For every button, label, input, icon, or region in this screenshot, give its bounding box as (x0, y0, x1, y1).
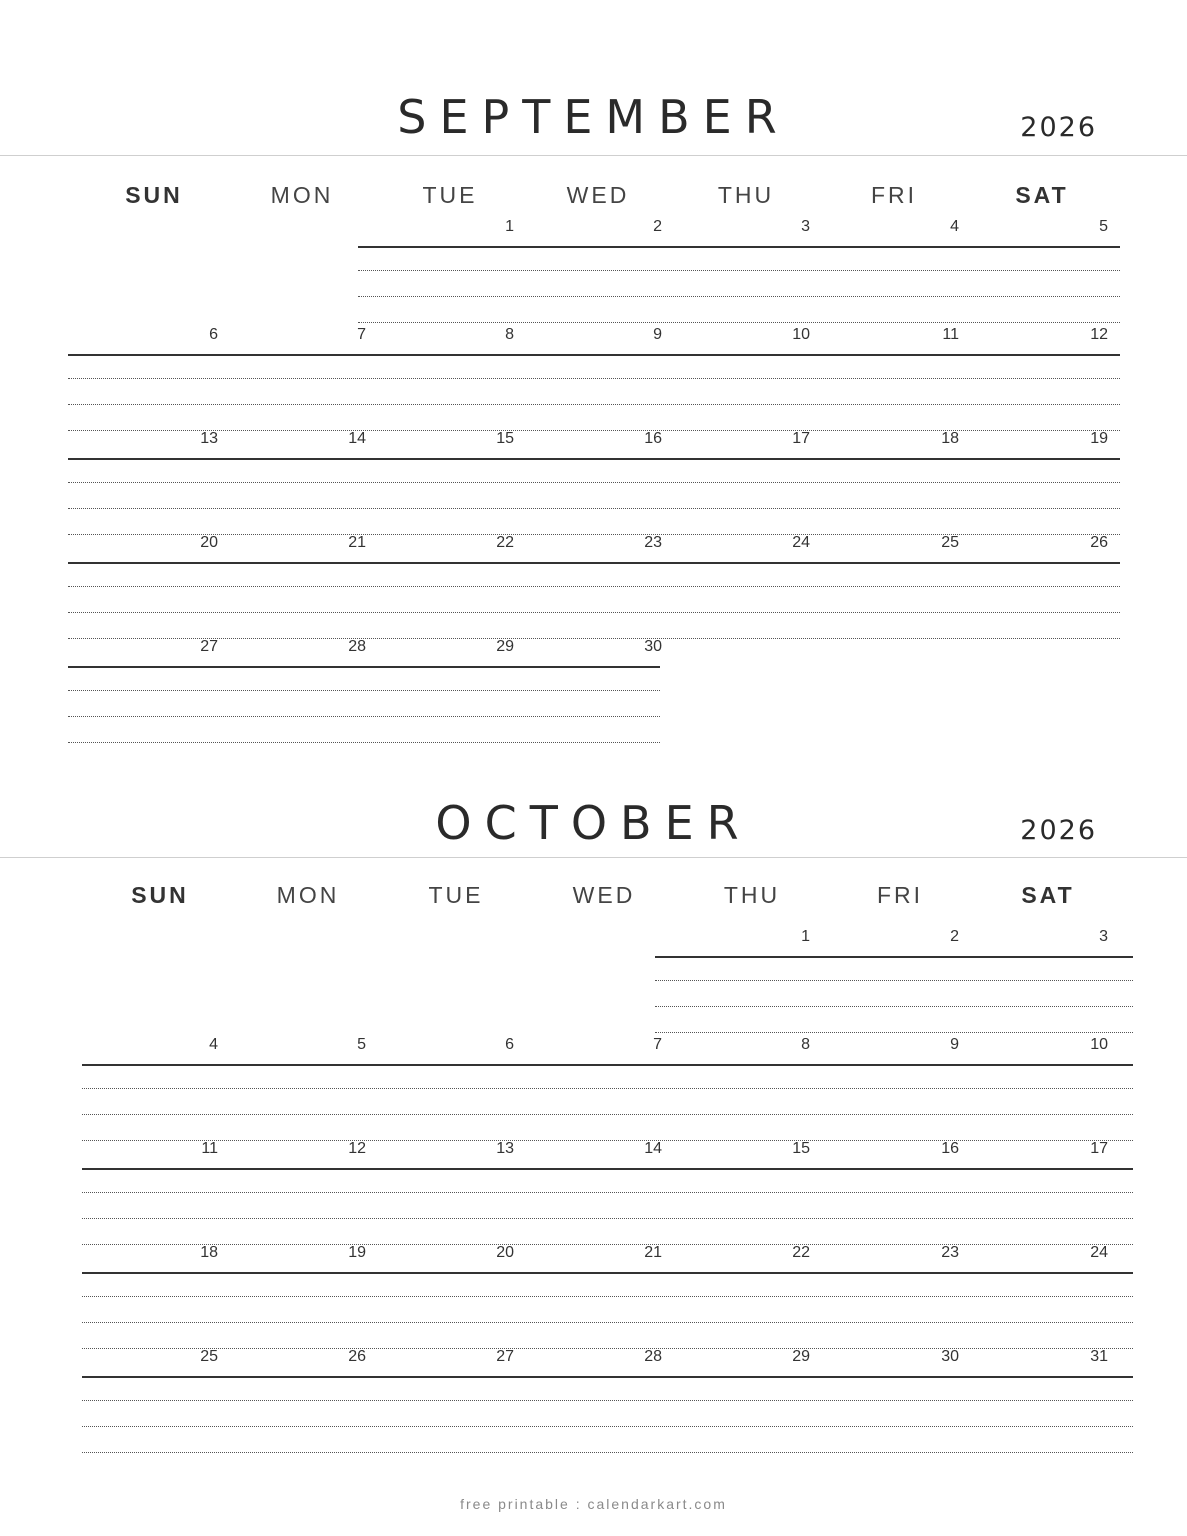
week-line (655, 956, 1133, 958)
day-cell[interactable]: 8 (505, 326, 514, 343)
day-cell[interactable]: 27 (200, 638, 218, 655)
day-cell[interactable]: 16 (941, 1140, 959, 1157)
day-cell[interactable]: 21 (348, 534, 366, 551)
note-line[interactable] (358, 296, 1120, 297)
note-line[interactable] (82, 1296, 1133, 1297)
day-cell[interactable]: 12 (1090, 326, 1108, 343)
day-cell[interactable]: 20 (496, 1244, 514, 1261)
day-cell[interactable]: 7 (653, 1036, 662, 1053)
day-cell[interactable]: 5 (1099, 218, 1108, 235)
note-line[interactable] (655, 1032, 1133, 1033)
note-line[interactable] (82, 1452, 1133, 1453)
header-divider (0, 155, 1187, 156)
day-cell[interactable]: 2 (950, 928, 959, 945)
note-line[interactable] (68, 690, 660, 691)
day-cell[interactable]: 25 (941, 534, 959, 551)
day-cell[interactable]: 22 (496, 534, 514, 551)
note-line[interactable] (68, 404, 1120, 405)
day-cell[interactable]: 19 (1090, 430, 1108, 447)
weekday-sun: SUN (131, 882, 189, 908)
day-cell[interactable]: 26 (348, 1348, 366, 1365)
day-cell[interactable]: 4 (950, 218, 959, 235)
note-line[interactable] (82, 1322, 1133, 1323)
note-line[interactable] (82, 1114, 1133, 1115)
day-cell[interactable]: 29 (792, 1348, 810, 1365)
day-cell[interactable]: 1 (801, 928, 810, 945)
day-cell[interactable]: 7 (357, 326, 366, 343)
day-cell[interactable]: 4 (209, 1036, 218, 1053)
day-cell[interactable]: 10 (792, 326, 810, 343)
day-cell[interactable]: 5 (357, 1036, 366, 1053)
day-cell[interactable]: 3 (801, 218, 810, 235)
weekday-tue: TUE (428, 882, 484, 908)
weekday-mon: MON (270, 182, 334, 208)
day-cell[interactable]: 15 (792, 1140, 810, 1157)
note-line[interactable] (68, 586, 1120, 587)
week-line (68, 562, 1120, 564)
day-cell[interactable]: 16 (644, 430, 662, 447)
day-cell[interactable]: 2 (653, 218, 662, 235)
day-cell[interactable]: 21 (644, 1244, 662, 1261)
note-line[interactable] (358, 270, 1120, 271)
day-cell[interactable]: 24 (1090, 1244, 1108, 1261)
day-cell[interactable]: 15 (496, 430, 514, 447)
note-line[interactable] (82, 1400, 1133, 1401)
day-cell[interactable]: 28 (644, 1348, 662, 1365)
weekday-sun: SUN (125, 182, 183, 208)
week-line (82, 1064, 1133, 1066)
week-line (68, 666, 660, 668)
day-cell[interactable]: 18 (200, 1244, 218, 1261)
note-line[interactable] (68, 638, 1120, 639)
week-line (82, 1376, 1133, 1378)
weekday-mon: MON (276, 882, 340, 908)
note-line[interactable] (68, 534, 1120, 535)
day-cell[interactable]: 23 (644, 534, 662, 551)
week-line (68, 354, 1120, 356)
day-cell[interactable]: 30 (644, 638, 662, 655)
day-cell[interactable]: 10 (1090, 1036, 1108, 1053)
weekday-wed: WED (572, 882, 636, 908)
header-divider (0, 857, 1187, 858)
day-cell[interactable]: 13 (496, 1140, 514, 1157)
note-line[interactable] (82, 1192, 1133, 1193)
weekday-sat: SAT (1015, 182, 1069, 208)
month-year: 2026 (1020, 815, 1097, 846)
day-cell[interactable]: 6 (209, 326, 218, 343)
day-cell[interactable]: 23 (941, 1244, 959, 1261)
weekday-fri: FRI (876, 882, 924, 908)
day-cell[interactable]: 8 (801, 1036, 810, 1053)
note-line[interactable] (655, 980, 1133, 981)
day-cell[interactable]: 18 (941, 430, 959, 447)
day-cell[interactable]: 28 (348, 638, 366, 655)
day-cell[interactable]: 29 (496, 638, 514, 655)
day-cell[interactable]: 9 (950, 1036, 959, 1053)
weekday-fri: FRI (870, 182, 918, 208)
day-cell[interactable]: 9 (653, 326, 662, 343)
day-cell[interactable]: 6 (505, 1036, 514, 1053)
day-cell[interactable]: 11 (942, 326, 959, 343)
day-cell[interactable]: 20 (200, 534, 218, 551)
day-cell[interactable]: 22 (792, 1244, 810, 1261)
day-cell[interactable]: 12 (348, 1140, 366, 1157)
week-line (358, 246, 1120, 248)
day-cell[interactable]: 27 (496, 1348, 514, 1365)
day-cell[interactable]: 19 (348, 1244, 366, 1261)
note-line[interactable] (68, 430, 1120, 431)
weekday-thu: THU (717, 182, 775, 208)
weekday-sat: SAT (1021, 882, 1075, 908)
week-line (82, 1168, 1133, 1170)
note-line[interactable] (82, 1088, 1133, 1089)
note-line[interactable] (68, 482, 1120, 483)
day-cell[interactable]: 30 (941, 1348, 959, 1365)
note-line[interactable] (82, 1218, 1133, 1219)
month-title: OCTOBER (435, 796, 752, 850)
day-cell[interactable]: 14 (348, 430, 366, 447)
note-line[interactable] (68, 716, 660, 717)
day-cell[interactable]: 31 (1090, 1348, 1108, 1365)
week-line (68, 458, 1120, 460)
weekday-wed: WED (566, 182, 630, 208)
month-year: 2026 (1020, 112, 1097, 143)
note-line[interactable] (82, 1426, 1133, 1427)
day-cell[interactable]: 17 (1090, 1140, 1108, 1157)
day-cell[interactable]: 24 (792, 534, 810, 551)
note-line[interactable] (68, 742, 660, 743)
day-cell[interactable]: 3 (1099, 928, 1108, 945)
day-cell[interactable]: 17 (792, 430, 810, 447)
month-title: SEPTEMBER (397, 90, 790, 144)
day-cell[interactable]: 14 (644, 1140, 662, 1157)
week-line (82, 1272, 1133, 1274)
day-cell[interactable]: 26 (1090, 534, 1108, 551)
day-cell[interactable]: 25 (200, 1348, 218, 1365)
footer-credit: free printable : calendarkart.com (460, 1496, 727, 1512)
weekday-thu: THU (723, 882, 781, 908)
day-cell[interactable]: 13 (200, 430, 218, 447)
note-line[interactable] (68, 378, 1120, 379)
note-line[interactable] (68, 508, 1120, 509)
day-cell[interactable]: 1 (505, 218, 514, 235)
day-cell[interactable]: 11 (201, 1140, 218, 1157)
note-line[interactable] (655, 1006, 1133, 1007)
note-line[interactable] (358, 322, 1120, 323)
weekday-tue: TUE (422, 182, 478, 208)
note-line[interactable] (68, 612, 1120, 613)
